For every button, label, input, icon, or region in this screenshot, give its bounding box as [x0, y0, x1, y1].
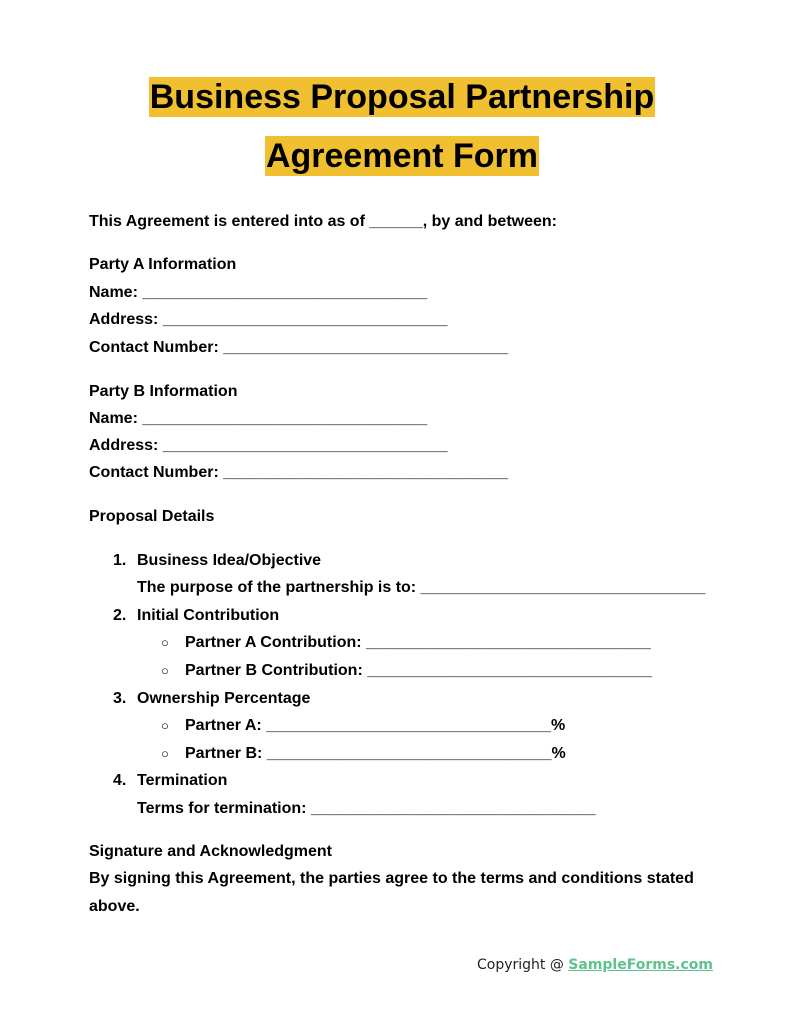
signature-text-line-1: By signing this Agreement, the parties agree to the terms and conditions stated [89, 870, 694, 887]
item-business-idea: Business Idea/Objective [137, 552, 322, 569]
item-number: 2. [113, 607, 127, 624]
purpose-field: The purpose of the partnership is to: ________________________________ [137, 579, 706, 596]
partner-b-percentage-field: Partner B: ________________________________% [185, 745, 566, 762]
copyright-footer [477, 957, 713, 973]
circle-bullet-icon: ○ [161, 746, 169, 761]
party-b-contact-field: Contact Number: ________________________________ [89, 464, 508, 481]
circle-bullet-icon: ○ [161, 663, 169, 678]
title-line-2: Agreement Form [265, 137, 539, 175]
item-initial-contribution: Initial Contribution [137, 607, 280, 624]
item-termination: Termination [137, 772, 228, 789]
party-b-heading: Party B Information [89, 383, 238, 400]
item-number: 4. [113, 772, 127, 789]
item-number: 3. [113, 690, 127, 707]
party-b-name-field: Name: ________________________________ [89, 410, 428, 427]
proposal-heading: Proposal Details [89, 508, 215, 525]
signature-text-line-2: above. [89, 898, 140, 915]
party-a-address-field: Address: ________________________________ [89, 311, 448, 328]
partner-a-contribution-field: Partner A Contribution: ________________________________ [185, 634, 651, 651]
signature-heading: Signature and Acknowledgment [89, 843, 332, 860]
title-line-1: Business Proposal Partnership [149, 78, 655, 116]
document-title [0, 77, 804, 195]
item-ownership-percentage: Ownership Percentage [137, 690, 311, 707]
partner-a-percentage-field: Partner A: ________________________________% [185, 717, 566, 734]
circle-bullet-icon: ○ [161, 718, 169, 733]
intro-text: This Agreement is entered into as of ______, by and between: [89, 213, 557, 230]
party-a-heading: Party A Information [89, 256, 237, 273]
party-a-name-field: Name: ________________________________ [89, 284, 428, 301]
item-number: 1. [113, 552, 127, 569]
party-b-address-field: Address: ________________________________ [89, 437, 448, 454]
copyright-prefix: Copyright @ [476, 957, 569, 973]
sampleforms-link[interactable]: SampleForms.com [568, 957, 713, 973]
termination-terms-field: Terms for termination: ________________________________ [137, 800, 596, 817]
partner-b-contribution-field: Partner B Contribution: ________________________________ [185, 662, 652, 679]
party-a-contact-field: Contact Number: ________________________________ [89, 339, 508, 356]
circle-bullet-icon: ○ [161, 635, 169, 650]
